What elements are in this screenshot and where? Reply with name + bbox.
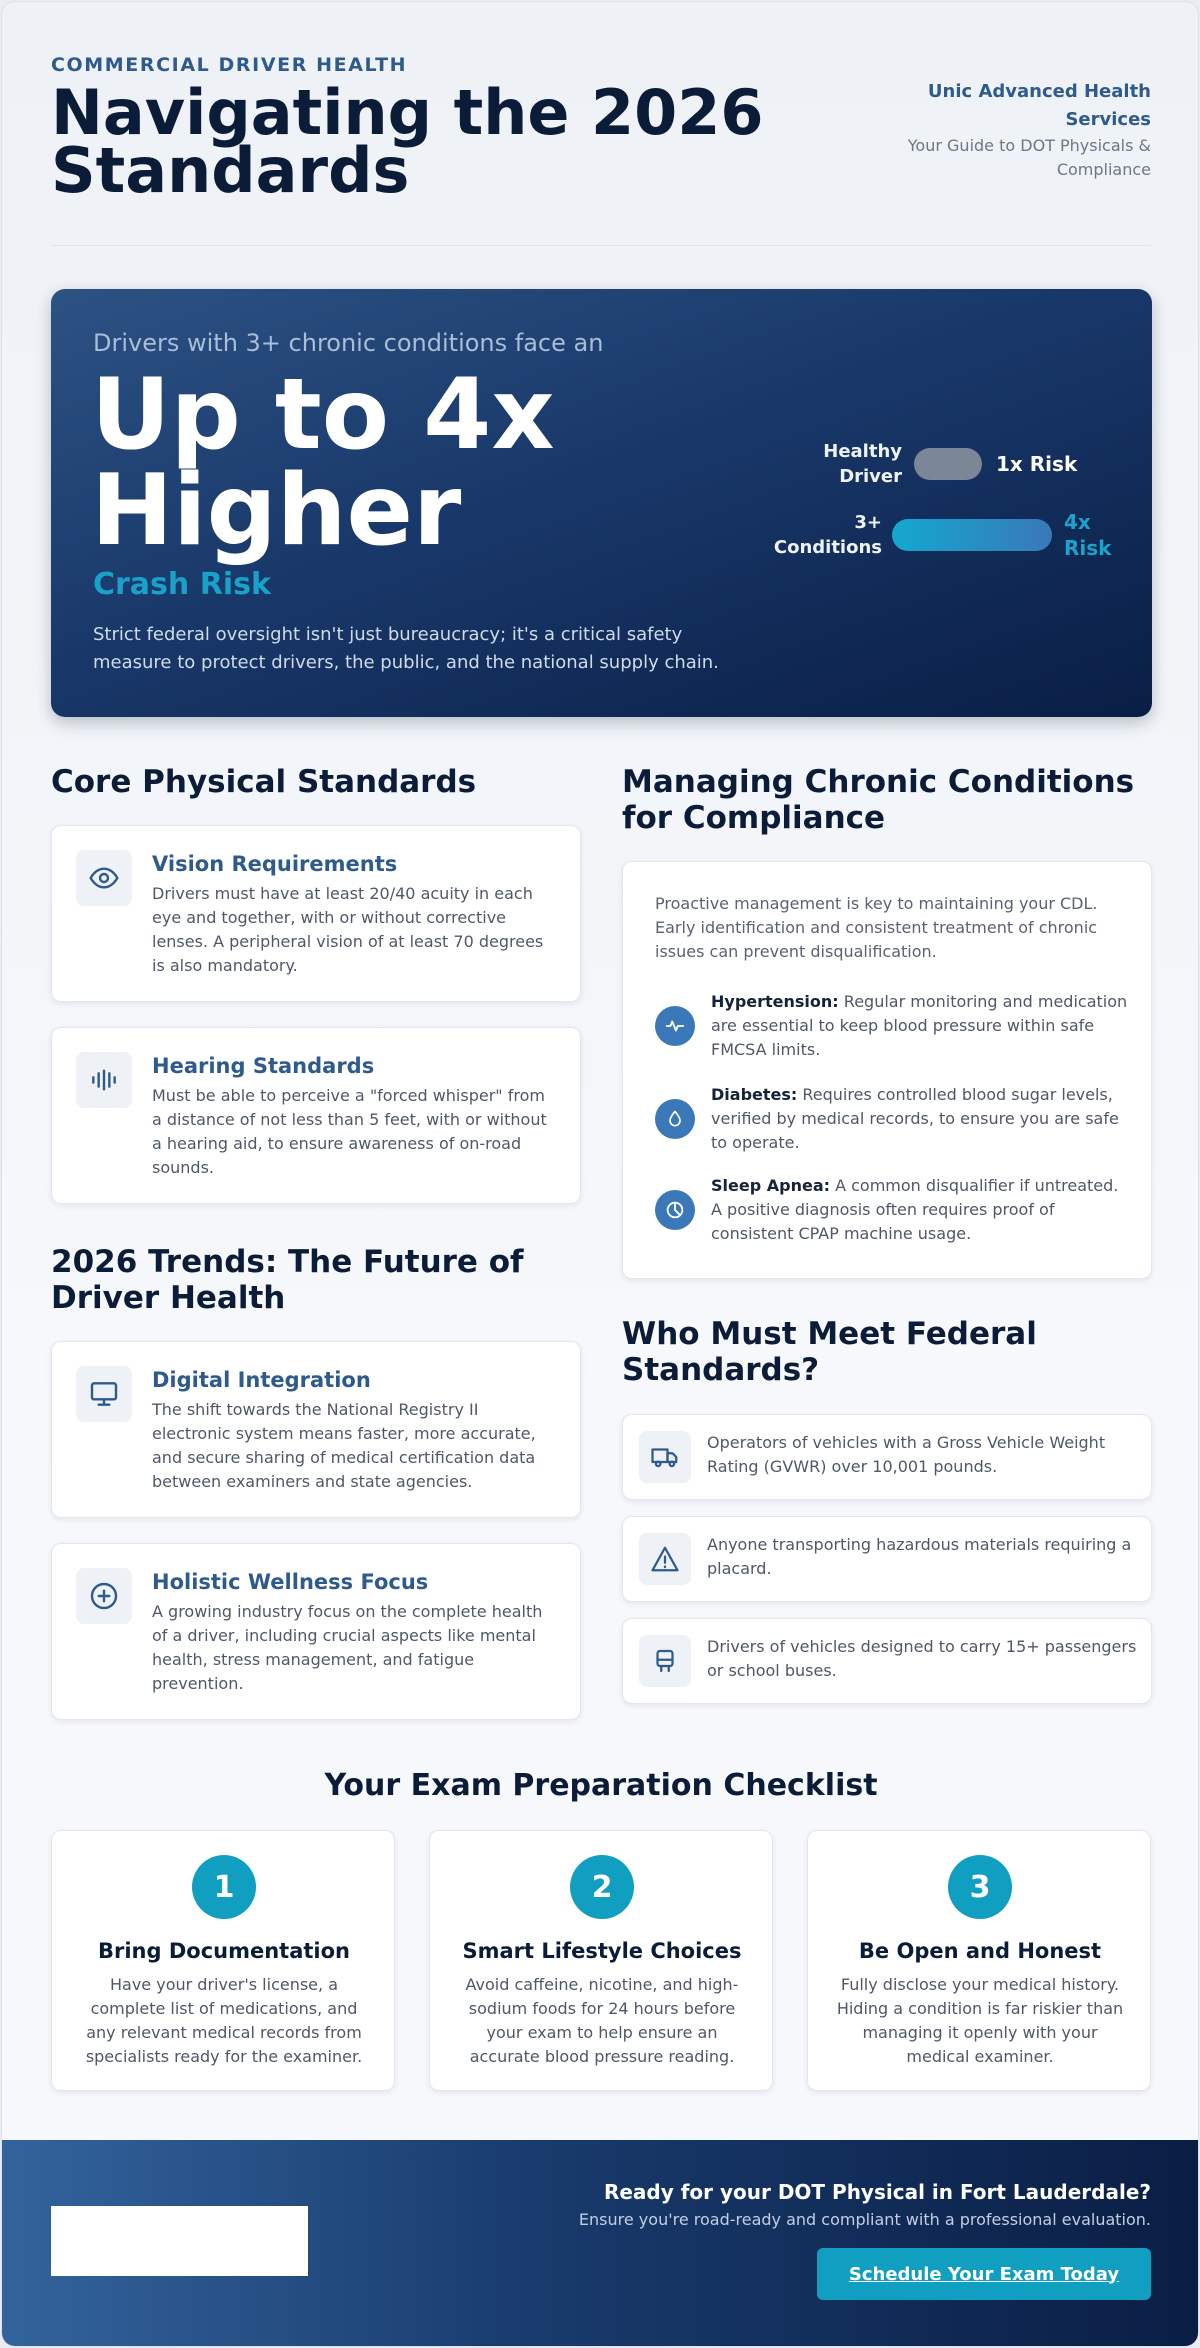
gauge-icon — [655, 1190, 695, 1230]
risk-bar-conditions — [892, 519, 1052, 551]
truck-icon — [639, 1431, 691, 1483]
hero-headline: Up to 4x Higher — [91, 358, 555, 568]
chronic-text: Sleep Apnea: A common disqualifier if untreated. A positive diagnosis often requires proof of consistent CPAP machine usage. — [711, 1176, 1119, 1243]
who-item-hazmat — [622, 1516, 1152, 1602]
section-title-trends: 2026 Trends: The Future of Driver Health — [51, 1244, 524, 1316]
schedule-exam-button[interactable]: Schedule Your Exam Today — [817, 2248, 1151, 2300]
step-body: Fully disclose your medical history. Hiding a condition is far riskier than managing it openly with your medical examiner. — [836, 1975, 1124, 2066]
who-item-gvwr — [622, 1414, 1152, 1500]
droplet-icon — [655, 1099, 695, 1139]
step-number: 1 — [192, 1855, 256, 1919]
footer-title: Ready for your DOT Physical in Fort Lauderdale? — [603, 2180, 1151, 2204]
card-title: Vision Requirements — [152, 852, 398, 876]
step-body: Avoid caffeine, nicotine, and high-sodium foods for 24 hours before your exam to help ensure an accurate blood pressure reading. — [465, 1975, 739, 2066]
card-title: Holistic Wellness Focus — [152, 1570, 429, 1594]
who-text: Drivers of vehicles designed to carry 15+ passengers or school buses. — [707, 1637, 1137, 1680]
hero-intro: Drivers with 3+ chronic conditions face an — [93, 329, 604, 357]
who-text: Operators of vehicles with a Gross Vehicle Weight Rating (GVWR) over 10,001 pounds. — [707, 1433, 1106, 1476]
plus-circle-icon — [76, 1568, 132, 1624]
who-text: Anyone transporting hazardous materials requiring a placard. — [707, 1535, 1132, 1578]
card-body: Drivers must have at least 20/40 acuity in each eye and together, with or without corrective lenses. A peripheral vision of at least 70 degrees is also mandatory. — [152, 884, 544, 975]
bus-icon — [639, 1635, 691, 1687]
eyebrow-label: COMMERCIAL DRIVER HEALTH — [51, 54, 408, 76]
section-title-chronic: Managing Chronic Conditions for Compliance — [622, 764, 1135, 836]
hero-description: Strict federal oversight isn't just bureaucracy; it's a critical safety measure to protect drivers, the public, and the national supply chain. — [93, 624, 719, 673]
risk-value: 1x Risk — [996, 452, 1078, 476]
page-header — [51, 54, 1151, 214]
infographic-page — [1, 1, 1199, 2347]
card-vision — [51, 825, 581, 1002]
step-number: 3 — [948, 1855, 1012, 1919]
chronic-text: Diabetes: Requires controlled blood sugar levels, verified by medical records, to ensure you are safe to operate. — [711, 1085, 1119, 1152]
step-number: 2 — [570, 1855, 634, 1919]
risk-bar-healthy — [914, 448, 982, 480]
step-title: Bring Documentation — [97, 1939, 350, 1963]
risk-row-healthy — [802, 439, 1077, 489]
hero-subheadline: Crash Risk — [93, 567, 271, 602]
step-title: Be Open and Honest — [858, 1939, 1102, 1963]
card-body: The shift towards the National Registry II electronic system means faster, more accurate, and secure sharing of medical certification data between examiners and state agencies. — [152, 1400, 536, 1491]
risk-value: 4x Risk — [1064, 510, 1112, 560]
checklist-step-3 — [807, 1830, 1151, 2091]
brand-tagline: Your Guide to DOT Physicals & Compliance — [907, 136, 1151, 179]
step-title: Smart Lifestyle Choices — [462, 1939, 742, 1963]
chronic-intro: Proactive management is key to maintaining your CDL. Early identification and consistent treatment of chronic issues can prevent disqualification. — [655, 894, 1098, 961]
chronic-conditions-card — [622, 861, 1152, 1279]
risk-label: 3+ Conditions — [773, 512, 882, 558]
risk-row-conditions — [772, 509, 1114, 561]
monitor-icon — [76, 1366, 132, 1422]
chronic-text: Hypertension: Regular monitoring and medication are essential to keep blood pressure within safe FMCSA limits. — [711, 992, 1128, 1059]
footer-subtitle: Ensure you're road-ready and compliant with a professional evaluation. — [578, 2210, 1151, 2229]
heartbeat-icon — [655, 1006, 695, 1046]
hero-banner — [51, 289, 1152, 717]
card-holistic-wellness — [51, 1543, 581, 1720]
footer-logo-placeholder — [51, 2206, 308, 2276]
card-title: Hearing Standards — [152, 1054, 375, 1078]
footer-banner — [2, 2140, 1199, 2347]
who-item-passengers — [622, 1618, 1152, 1704]
card-hearing — [51, 1027, 581, 1204]
warning-triangle-icon — [639, 1533, 691, 1585]
brand-name: Unic Advanced Health Services — [927, 81, 1151, 130]
sound-wave-icon — [76, 1052, 132, 1108]
card-body: A growing industry focus on the complete health of a driver, including crucial aspects like mental health, stress management, and fatigue prevention. — [152, 1602, 543, 1693]
step-body: Have your driver's license, a complete list of medications, and any relevant medical records from specialists ready for the examiner. — [85, 1975, 363, 2066]
section-title-core: Core Physical Standards — [51, 764, 477, 800]
checklist-step-1 — [51, 1830, 395, 2091]
page-title: Navigating the 2026 Standards — [51, 76, 764, 207]
eye-icon — [76, 850, 132, 906]
card-title: Digital Integration — [152, 1368, 371, 1392]
card-digital-integration — [51, 1341, 581, 1518]
brand-block — [851, 78, 1151, 182]
section-title-who: Who Must Meet Federal Standards? — [622, 1316, 1037, 1388]
header-divider — [51, 245, 1151, 246]
risk-label: Healthy Driver — [823, 441, 902, 487]
section-title-checklist: Your Exam Preparation Checklist — [324, 1768, 878, 1803]
card-body: Must be able to perceive a "forced whisper" from a distance of not less than 5 feet, with or without a hearing aid, to ensure awareness of on-road sounds. — [152, 1086, 547, 1177]
checklist-step-2 — [429, 1830, 773, 2091]
